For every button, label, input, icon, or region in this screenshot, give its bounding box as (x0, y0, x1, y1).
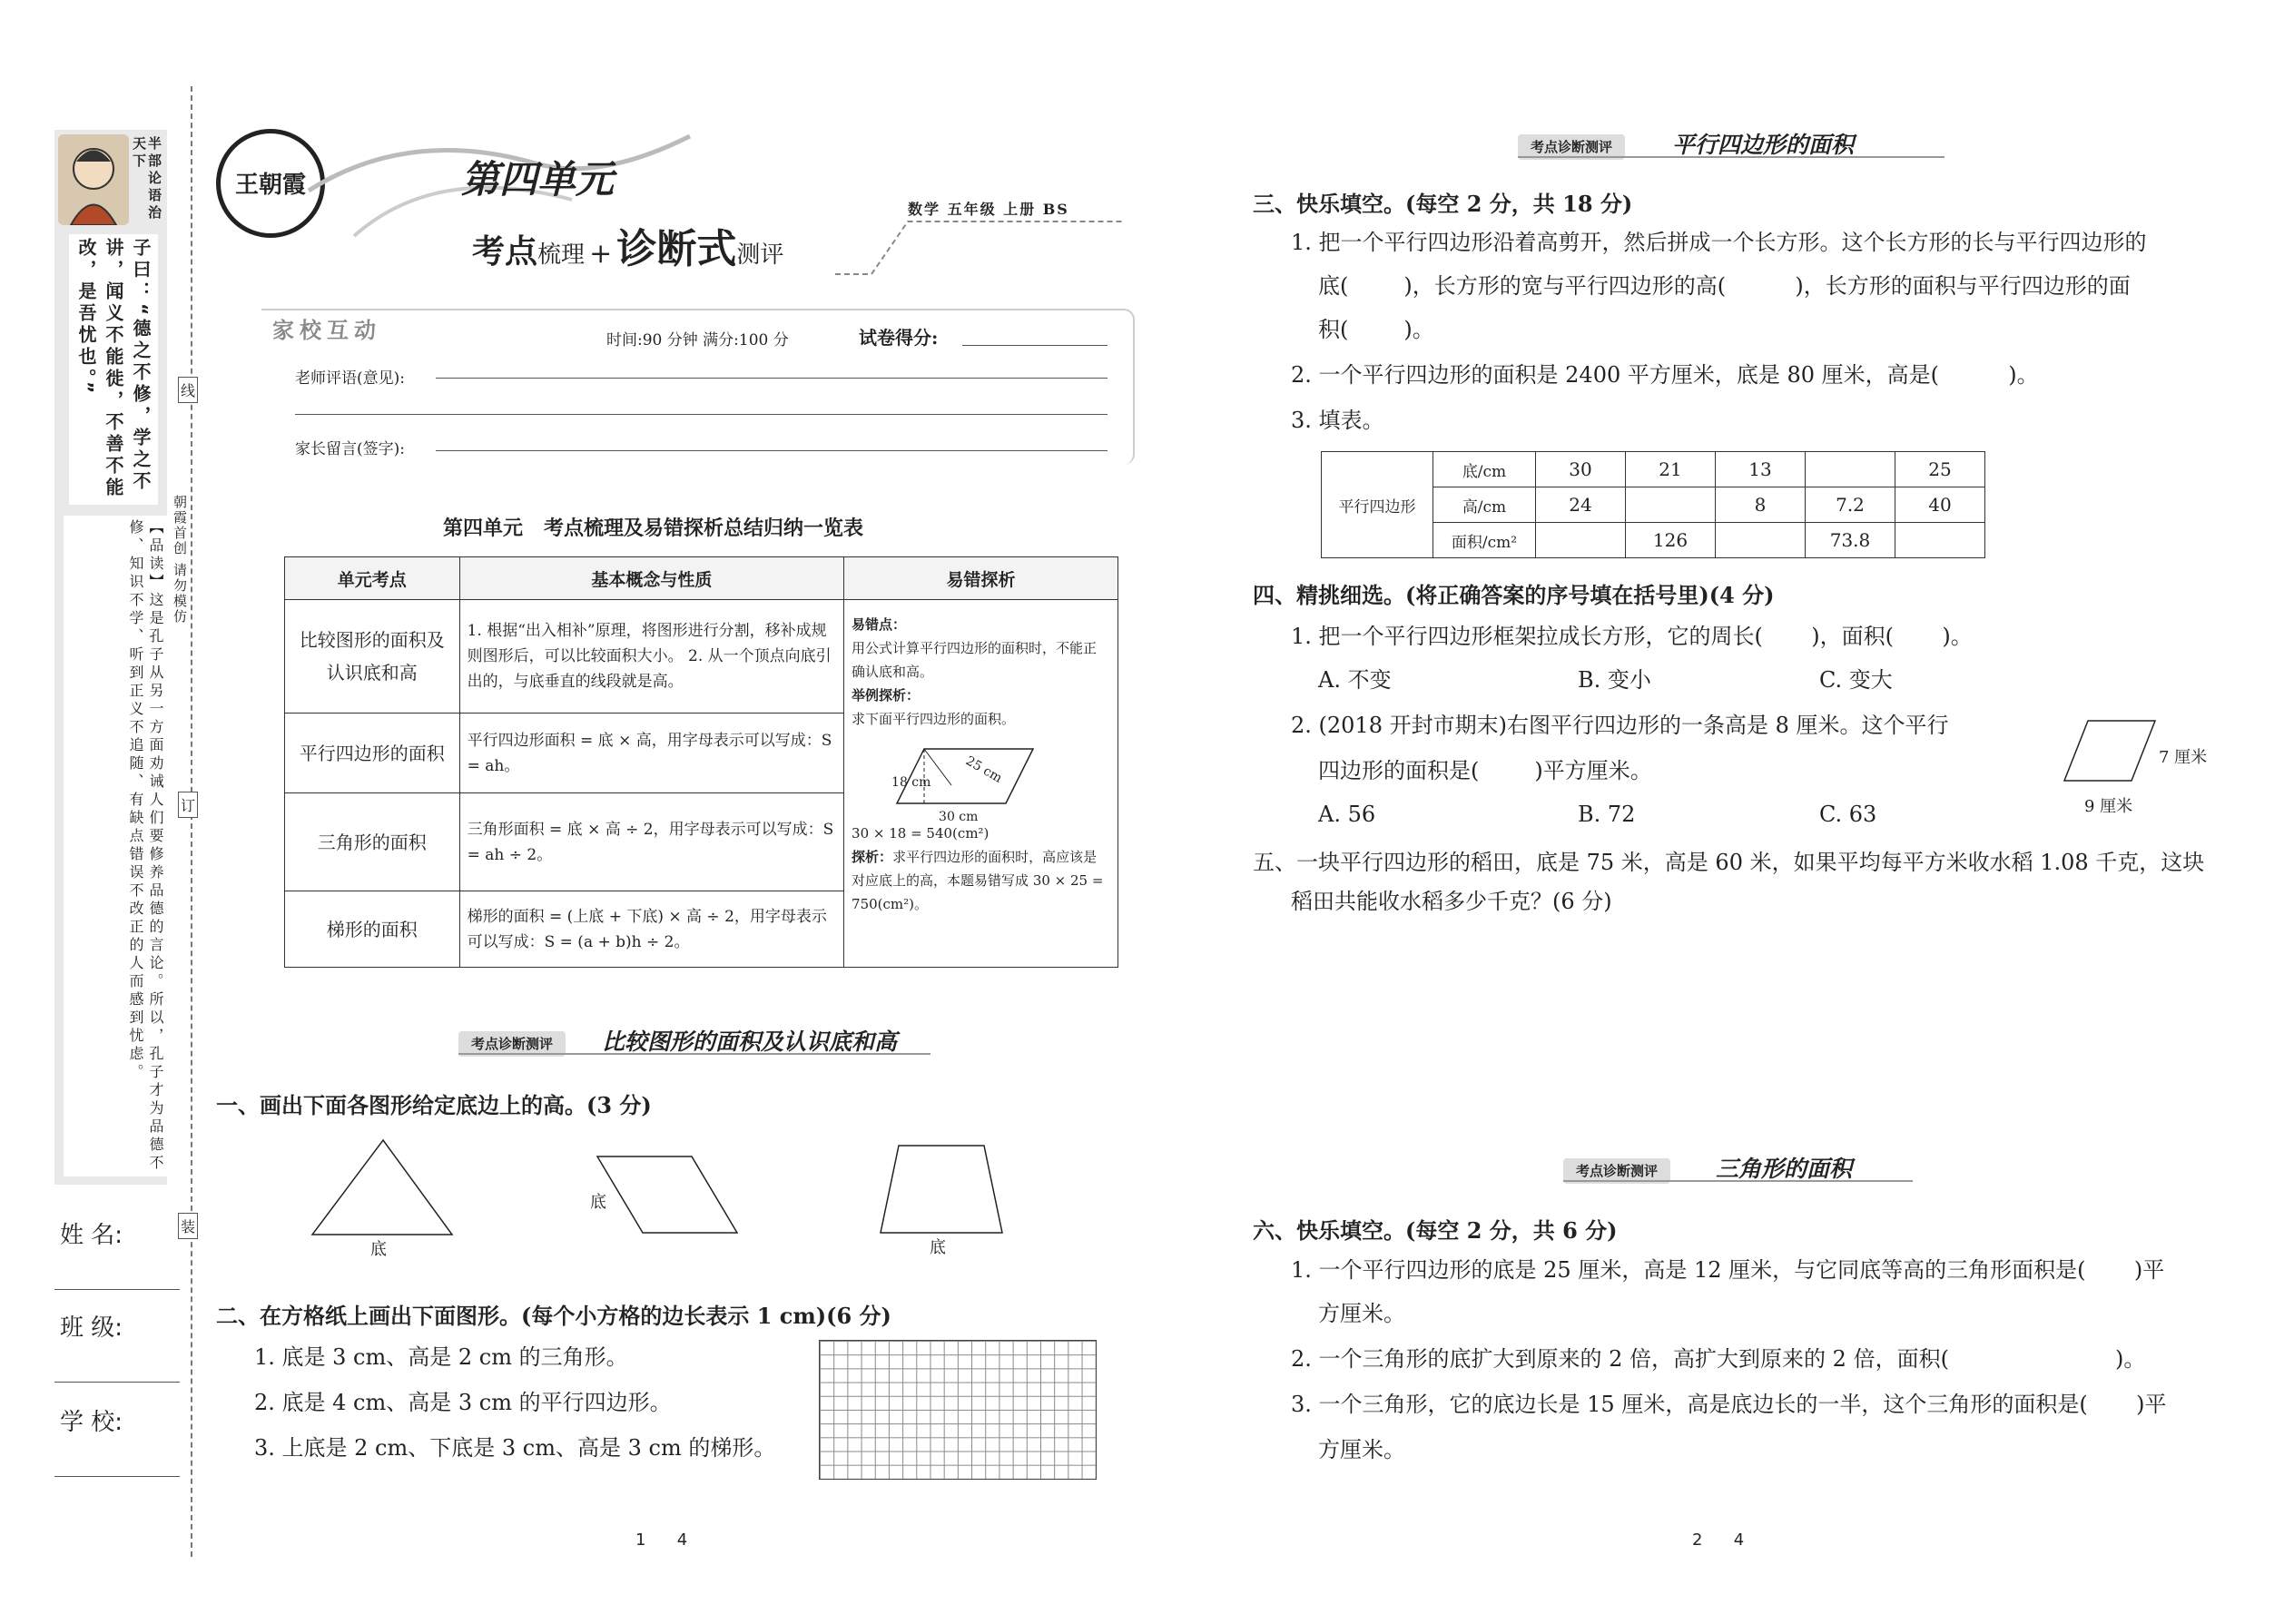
subject-info: 数学 五年级 上册 BS (908, 201, 1069, 218)
banner-tag: 考点诊断测评 (1563, 1158, 1670, 1184)
question-3-1c: 积( )。 (1318, 317, 1434, 342)
subtitle-a: 考点 (472, 232, 538, 271)
question-6-1a: 1. 一个平行四边形的底是 25 厘米，高是 12 厘米，与它同底等高的三角形面积是( )平 (1291, 1257, 2165, 1283)
summary-desc: 三角形面积 = 底 × 高 ÷ 2，用字母表示可以写成：S = ah ÷ 2。 (459, 793, 843, 891)
fill-cell[interactable] (1806, 452, 1895, 487)
shape-parallelogram (592, 1153, 746, 1244)
home-school-tag: 家校互动 (272, 317, 381, 343)
fill-cell[interactable]: 8 (1716, 487, 1806, 523)
fold-mark-3: 装 (178, 1213, 198, 1239)
teacher-field-2[interactable] (295, 414, 1108, 415)
question-1: 一、画出下面各图形给定底边上的高。(3 分) (216, 1092, 652, 1118)
copyright-note: 朝霞首创 请勿模仿 (172, 495, 188, 625)
fig-label-25: 25 cm (962, 753, 1005, 786)
fill-cell[interactable] (1536, 523, 1626, 558)
question-2-2: 2. 底是 4 cm、高是 3 cm 的平行四边形。 (254, 1390, 672, 1415)
page-number-right: 2 4 (1692, 1530, 1745, 1550)
trapezoid-base-label: 底 (930, 1238, 946, 1257)
question-3: 三、快乐填空。(每空 2 分，共 18 分) (1253, 191, 1633, 217)
question-6-3b: 方厘米。 (1318, 1437, 1405, 1462)
confucius-icon (58, 134, 129, 225)
teacher-field[interactable] (436, 378, 1108, 379)
question-3-3: 3. 填表。 (1291, 408, 1384, 433)
fill-cell[interactable]: 73.8 (1806, 523, 1895, 558)
question-6-1b: 方厘米。 (1318, 1301, 1405, 1326)
section-banner (1563, 1153, 1917, 1189)
summary-topic: 三角形的面积 (285, 793, 460, 891)
fill-row-label: 平行四边形 (1322, 452, 1433, 558)
section-banner (458, 1026, 940, 1062)
fold-mark-1: 线 (178, 377, 198, 403)
cut-line (191, 86, 192, 1557)
summary-desc: 梯形的面积 = (上底 + 下底) × 高 ÷ 2，用字母表示可以写成：S = (a + b)h ÷ 2。 (459, 891, 843, 968)
fill-cell: 高/cm (1433, 487, 1536, 523)
school-field[interactable] (54, 1476, 180, 1477)
fill-cell[interactable]: 25 (1895, 452, 1985, 487)
summary-desc: 平行四边形面积 = 底 × 高，用字母表示可以写成：S = ah。 (459, 714, 843, 793)
fill-cell: 底/cm (1433, 452, 1536, 487)
summary-title: 第四单元 考点梳理及易错探析总结归纳一览表 (443, 517, 863, 540)
question-4-1: 1. 把一个平行四边形框架拉成长方形，它的周长( )，面积( )。 (1291, 624, 1973, 649)
option-b[interactable]: B. 变小 (1578, 667, 1651, 693)
fill-cell[interactable]: 40 (1895, 487, 1985, 523)
shape-trapezoid (875, 1142, 1011, 1242)
section-banner (1518, 129, 1954, 165)
err-point: 用公式计算平行四边形的面积时，不能正确认底和高。 (852, 640, 1098, 680)
summary-header-row (285, 557, 1118, 600)
fig-label-7: 7 厘米 (2159, 748, 2208, 767)
question-3-1b: 底( )，长方形的宽与平行四边形的高( )，长方形的面积与平行四边形的面 (1318, 273, 2131, 299)
subtitle-e: 测评 (736, 241, 784, 269)
fill-cell[interactable] (1716, 523, 1806, 558)
summary-header-cell: 单元考点 (285, 557, 460, 600)
err-point-label: 易错点： (852, 616, 907, 633)
triangle-base-label: 底 (370, 1240, 387, 1259)
banner-tag: 考点诊断测评 (1518, 134, 1625, 160)
fig-label-9: 9 厘米 (2084, 797, 2133, 816)
analysis (852, 845, 1110, 916)
q4-parallelogram-figure (2063, 717, 2162, 790)
class-label: 班 级: (60, 1314, 123, 1342)
graph-paper-grid[interactable] (819, 1340, 1097, 1480)
summary-topic: 比较图形的面积及认识底和高 (285, 600, 460, 714)
example-figure (852, 731, 1110, 822)
option-c[interactable]: C. 变大 (1819, 667, 1893, 693)
fill-row (1322, 452, 1985, 487)
question-5b: 稻田共能收水稻多少千克？(6 分) (1291, 889, 1612, 914)
banner-title: 比较图形的面积及认识底和高 (602, 1029, 898, 1055)
sidebar-portrait (58, 134, 129, 225)
question-6: 六、快乐填空。(每空 2 分，共 6 分) (1253, 1217, 1618, 1244)
analysis-text: 求平行四边形的面积时，高应该是对应底上的高，本题易错写成 30 × 25 = 750(cm²)。 (852, 849, 1104, 912)
fill-cell: 面积/cm² (1433, 523, 1536, 558)
summary-topic: 平行四边形的面积 (285, 714, 460, 793)
summary-desc: 1. 根据“出入相补”原理，将图形进行分割，移补成规则图形后，可以比较面积大小。 2. 从一个顶点向底引出的，与底垂直的线段就是高。 (459, 600, 843, 714)
subtitle-d: 诊断式 (616, 226, 737, 272)
question-4: 四、精挑细选。(将正确答案的序号填在括号里)(4 分) (1253, 582, 1775, 608)
score-label: 试卷得分: (859, 327, 939, 349)
question-4-2b: 四边形的面积是( )平方厘米。 (1318, 758, 1652, 783)
fill-cell[interactable]: 13 (1716, 452, 1806, 487)
unit-title: 第四单元 (461, 157, 615, 202)
parent-field[interactable] (436, 450, 1108, 451)
parent-label: 家长留言(签字): (295, 440, 405, 458)
fig-label-18: 18 cm (891, 775, 931, 790)
name-field[interactable] (54, 1289, 180, 1290)
parallelogram-base-label: 底 (590, 1193, 606, 1212)
brand-logo-text: 王朝霞 (234, 172, 306, 199)
banner-arrow (1563, 1180, 1913, 1182)
banner-title: 平行四边形的面积 (1672, 132, 1855, 158)
header-dashed-line (835, 214, 1126, 287)
analysis-label: 探析： (852, 849, 893, 865)
fill-table (1321, 451, 1985, 558)
header-subtitle (472, 216, 783, 274)
fill-cell[interactable]: 30 (1536, 452, 1626, 487)
summary-topic: 梯形的面积 (285, 891, 460, 968)
question-3-2: 2. 一个平行四边形的面积是 2400 平方厘米，底是 80 厘米，高是( )。 (1291, 362, 2039, 388)
sidebar-quote: 子曰：“德之不修，学之不讲，闻义不能徙，不善不能改，是吾忧也。” (69, 234, 158, 505)
time-info: 时间:90 分钟 满分:100 分 (606, 331, 789, 349)
banner-arrow (1518, 156, 1944, 158)
summary-error-cell (844, 600, 1118, 968)
fill-cell[interactable] (1626, 487, 1716, 523)
school-label: 学 校: (60, 1409, 123, 1436)
option-a[interactable]: A. 56 (1318, 802, 1376, 827)
question-5a: 五、一块平行四边形的稻田，底是 75 米，高是 60 米，如果平均每平方米收水稻 1.08 千克，这块 (1253, 850, 2205, 875)
banner-arrow (458, 1053, 930, 1055)
summary-table (284, 556, 1118, 968)
question-4-2a: 2. (2018 开封市期末)右图平行四边形的一条高是 8 厘米。这个平行 (1291, 713, 1949, 738)
subtitle-b: 梳理 (537, 241, 586, 269)
fig-label-30: 30 cm (939, 810, 979, 824)
option-a[interactable]: A. 不变 (1318, 667, 1392, 693)
sidebar-badge: 半部论语治天下 (131, 136, 162, 222)
question-6-3a: 3. 一个三角形，它的底边长是 15 厘米，高是底边长的一半，这个三角形的面积是( )平 (1291, 1392, 2167, 1417)
banner-tag: 考点诊断测评 (458, 1031, 566, 1057)
class-field[interactable] (54, 1382, 180, 1383)
teacher-label: 老师评语(意见): (295, 369, 405, 388)
fold-mark-2: 订 (178, 792, 198, 818)
question-3-1a: 1. 把一个平行四边形沿着高剪开，然后拼成一个长方形。这个长方形的长与平行四边形的 (1291, 230, 2147, 255)
fill-cell[interactable] (1895, 523, 1985, 558)
fill-cell[interactable]: 126 (1626, 523, 1716, 558)
banner-title: 三角形的面积 (1716, 1156, 1853, 1182)
fill-cell[interactable]: 24 (1536, 487, 1626, 523)
option-c[interactable]: C. 63 (1819, 802, 1877, 827)
subtitle-c: + (589, 238, 613, 270)
question-2: 二、在方格纸上画出下面图形。(每个小方格的边长表示 1 cm)(6 分) (216, 1303, 891, 1329)
summary-header-cell: 易错探析 (844, 557, 1118, 600)
fill-cell[interactable]: 7.2 (1806, 487, 1895, 523)
option-b[interactable]: B. 72 (1578, 802, 1636, 827)
fill-cell[interactable]: 21 (1626, 452, 1716, 487)
summary-row (285, 600, 1118, 714)
question-2-3: 3. 上底是 2 cm、下底是 3 cm、高是 3 cm 的梯形。 (254, 1435, 776, 1461)
page-number-left: 1 4 (635, 1530, 688, 1550)
name-label: 姓 名: (60, 1222, 123, 1249)
shape-triangle (307, 1137, 461, 1245)
example-label: 举例探析： (852, 687, 921, 704)
summary-header-cell: 基本概念与性质 (459, 557, 843, 600)
example-text: 求下面平行四边形的面积。 (852, 711, 1016, 727)
question-2-1: 1. 底是 3 cm、高是 2 cm 的三角形。 (254, 1344, 628, 1370)
question-6-2: 2. 一个三角形的底扩大到原来的 2 倍，高扩大到原来的 2 倍，面积( )。 (1291, 1346, 2146, 1372)
calc-line: 30 × 18 = 540(cm²) (852, 825, 989, 842)
score-field[interactable] (962, 345, 1108, 346)
sidebar-commentary: 【品读】这是孔子从另一方面劝诫人们要修养品德的言论。所以，孔子才为品德不修、知识不学、听到正义不追随、有缺点错误不改正的人而感到忧虑。 (64, 516, 169, 1176)
